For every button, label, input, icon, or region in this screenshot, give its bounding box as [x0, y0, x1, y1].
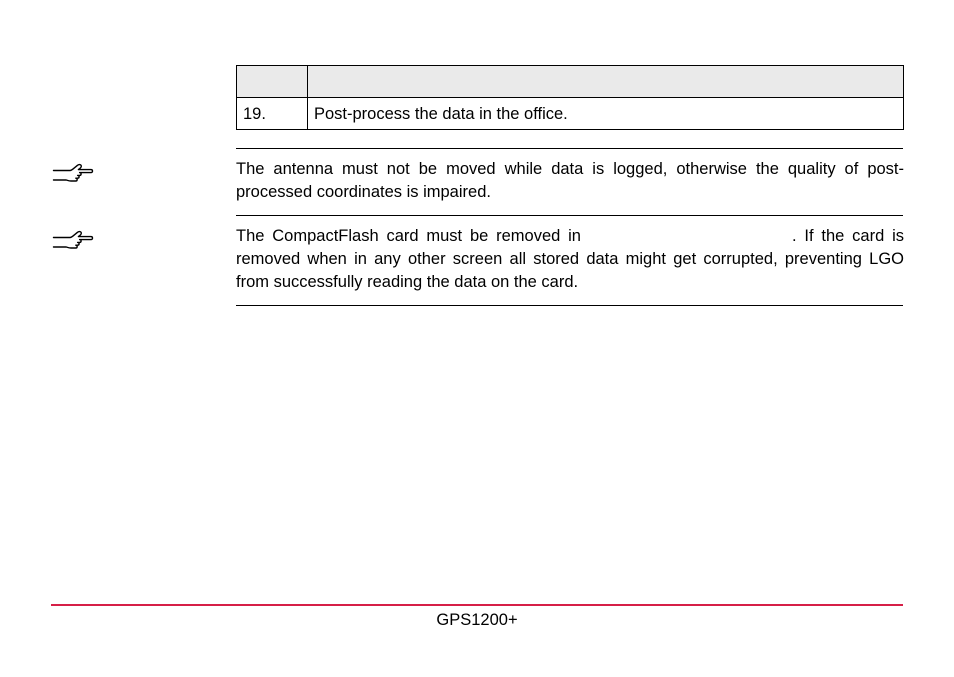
pointing-hand-icon [52, 229, 94, 253]
table-header-description [308, 66, 904, 98]
note-divider [236, 215, 903, 216]
step-number: 19. [237, 98, 308, 130]
note-text-after-gap: . If the card is removed when in any other screen all stored data might get corrupted, preventing LGO from successfully reading the data on the card. [236, 227, 904, 291]
note-text-before-gap: The CompactFlash card must be removed in [236, 227, 581, 245]
step-description: Post-process the data in the office. [308, 98, 904, 130]
note-text-antenna: The antenna must not be moved while data is logged, otherwise the quality of post-processed coordinates is impaired. [236, 160, 904, 201]
note-divider [236, 305, 903, 306]
pointing-hand-icon [52, 162, 94, 186]
note-divider [236, 148, 903, 149]
table-header-row [237, 66, 904, 98]
footer-rule [51, 604, 903, 606]
procedure-table [236, 65, 904, 130]
footer-product-name: GPS1200+ [436, 611, 518, 629]
table-row [237, 98, 904, 130]
note-text-compactflash [236, 225, 904, 294]
table-header-step [237, 66, 308, 98]
